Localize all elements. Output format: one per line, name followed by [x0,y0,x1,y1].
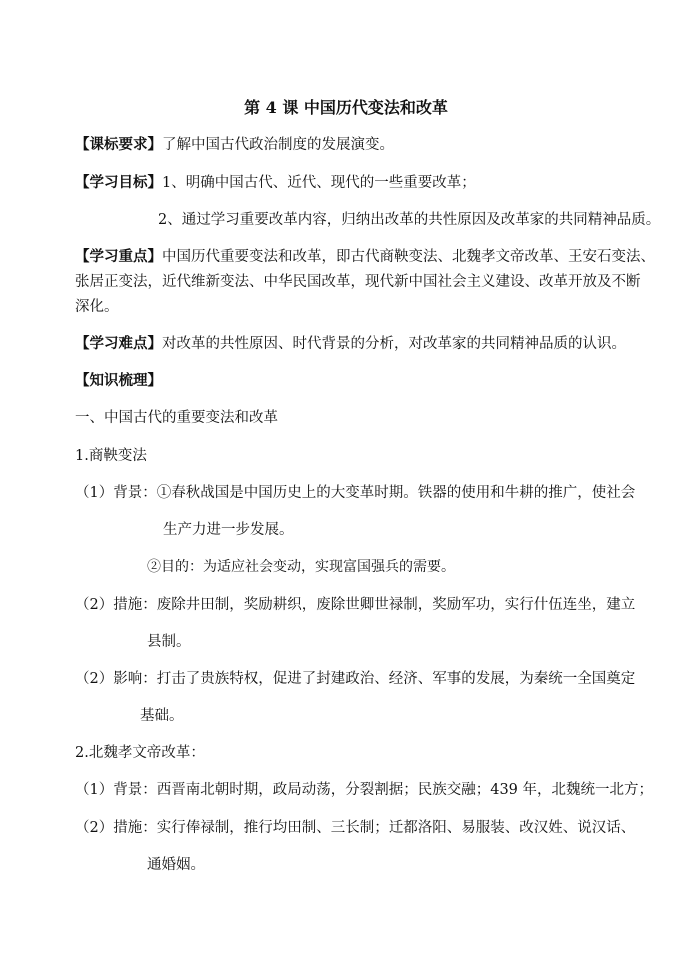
knowledge-label: 【知识梳理】 [75,372,162,389]
section-heading-1: 一、中国古代的重要变法和改革 [75,410,278,426]
focus-label: 【学习重点】 [75,248,162,265]
difficulty-label: 【学习难点】 [75,335,162,352]
goals-line-1 [75,173,476,193]
lesson-title: 第 4 课 中国历代变法和改革 [244,98,448,117]
standard-label: 【课标要求】 [75,136,162,153]
shang-impact-1: （2）影响：打击了贵族特权，促进了封建政治、经济、军事的发展，为秦统一全国奠定 [75,671,636,687]
focus-text-3: 深化。 [75,299,119,315]
shang-impact-2: 基础。 [140,708,184,724]
shang-measures-1: （2）措施：废除井田制，奖励耕织，废除世卿世禄制，奖励军功，实行什伍连坐，建立 [75,597,636,613]
xiaowen-heading: 2.北魏孝文帝改革： [75,745,205,761]
shang-purpose: ②目的：为适应社会变动，实现富国强兵的需要。 [147,559,455,575]
difficulty-text: 对改革的共性原因、时代背景的分析，对改革家的共同精神品质的认识。 [162,336,626,352]
goals-item-2: 2、通过学习重要改革内容，归纳出改革的共性原因及改革家的共同精神品质。 [158,212,661,228]
shang-background-1: （1）背景：①春秋战国是中国历史上的大变革时期。铁器的使用和牛耕的推广，使社会 [75,485,636,501]
goals-item-1: 1、明确中国古代、近代、现代的一些重要改革； [162,175,476,191]
xiaowen-background: （1）背景：西晋南北朝时期，政局动荡，分裂割据；民族交融；439 年，北魏统一北方； [75,782,654,798]
goals-label: 【学习目标】 [75,174,162,191]
shang-background-2: 生产力进一步发展。 [163,522,294,538]
focus-text-2: 张居正变法，近代维新变法、中华民国改革，现代新中国社会主义建设、改革开放及不断 [75,274,641,290]
xiaowen-measures-2: 通婚姻。 [147,857,205,873]
standard-line [75,135,394,155]
shang-heading: 1.商鞅变法 [75,448,147,464]
focus-line-1 [75,247,655,267]
focus-text-1: 中国历代重要变法和改革，即古代商鞅变法、北魏孝文帝改革、王安石变法、 [162,249,655,265]
xiaowen-measures-1: （2）措施：实行俸禄制，推行均田制、三长制；迁都洛阳、易服装、改汉姓、说汉话、 [75,820,636,836]
difficulty-line [75,334,626,354]
standard-text: 了解中国古代政治制度的发展演变。 [162,137,394,153]
shang-measures-2: 县制。 [147,634,191,650]
